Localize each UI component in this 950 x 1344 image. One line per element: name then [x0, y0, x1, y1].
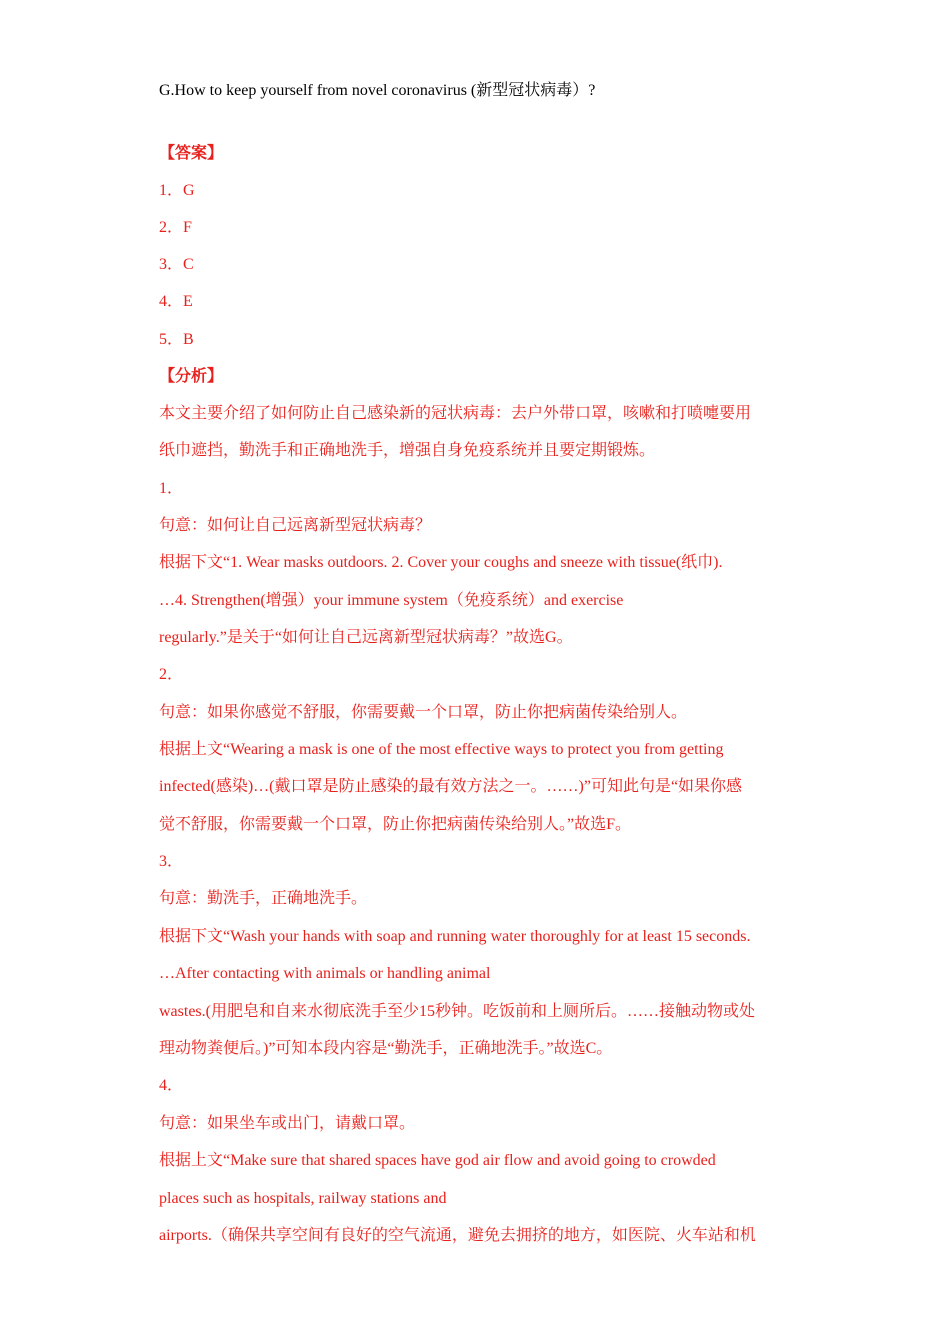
item-2-explanation: 觉不舒服，你需要戴一个口罩，防止你把病菌传染给别人。”故选F。 — [159, 816, 632, 833]
item-1-explanation: …4. Strengthen(增强）your immune system（免疫系统）and exercise — [159, 592, 624, 609]
item-4-explanation: 根据上文“Make sure that shared spaces have god air flow and avoid going to crowded — [159, 1152, 716, 1169]
summary-line: 纸巾遮挡，勤洗手和正确地洗手，增强自身免疫系统并且要定期锻炼。 — [159, 442, 656, 459]
item-4-explanation: airports.（确保共享空间有良好的空气流通，避免去拥挤的地方，如医院、火车站和机 — [159, 1227, 756, 1244]
item-3-explanation: 根据下文“Wash your hands with soap and running water thoroughly for at least 15 seconds. — [159, 928, 751, 945]
item-3-explanation: wastes.(用肥皂和自来水彻底洗手至少15秒钟。吃饭前和上厕所后。……接触动物或处 — [159, 1003, 755, 1020]
item-3-explanation: …After contacting with animals or handling animal — [159, 965, 491, 982]
item-1-explanation: regularly.”是关于“如何让自己远离新型冠状病毒？”故选G。 — [159, 629, 573, 646]
item-1-number: 1． — [159, 480, 184, 497]
answer-1: 1．G — [159, 182, 195, 199]
answer-heading: 【答案】 — [159, 145, 224, 162]
option-g-text: G.How to keep yourself from novel coronavirus (新型冠状病毒）? — [159, 82, 596, 99]
item-4-explanation: places such as hospitals, railway stations and — [159, 1190, 447, 1207]
item-1-meaning: 句意：如何让自己远离新型冠状病毒？ — [159, 517, 432, 534]
item-2-meaning: 句意：如果你感觉不舒服，你需要戴一个口罩，防止你把病菌传染给别人。 — [159, 704, 688, 721]
item-2-explanation: 根据上文“Wearing a mask is one of the most effective ways to protect you from getting — [159, 741, 724, 758]
answer-4: 4．E — [159, 293, 193, 310]
item-3-meaning: 句意：勤洗手，正确地洗手。 — [159, 890, 368, 907]
answer-2: 2．F — [159, 219, 192, 236]
item-4-number: 4． — [159, 1077, 184, 1094]
item-4-meaning: 句意：如果坐车或出门，请戴口罩。 — [159, 1115, 416, 1132]
item-3-explanation: 理动物粪便后。)”可知本段内容是“勤洗手，正确地洗手。”故选C。 — [159, 1040, 613, 1057]
summary-line: 本文主要介绍了如何防止自己感染新的冠状病毒：去户外带口罩，咳嗽和打喷嚏要用 — [159, 405, 752, 422]
answer-3: 3．C — [159, 256, 194, 273]
item-3-number: 3． — [159, 853, 184, 870]
item-2-explanation: infected(感染)…(戴口罩是防止感染的最有效方法之一。……)”可知此句是“如果你感 — [159, 778, 743, 795]
answer-5: 5．B — [159, 331, 194, 348]
item-1-explanation: 根据下文“1. Wear masks outdoors. 2. Cover your coughs and sneeze with tissue(纸巾). — [159, 554, 723, 571]
item-2-number: 2． — [159, 666, 184, 683]
analysis-heading: 【分析】 — [159, 368, 224, 385]
